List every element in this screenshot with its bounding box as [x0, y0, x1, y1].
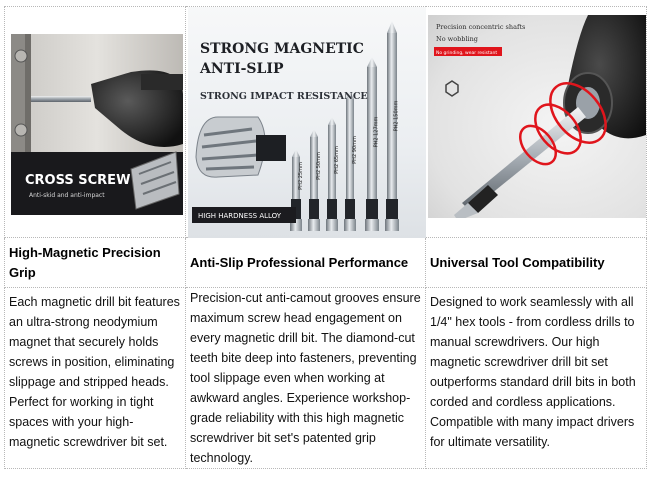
compatibility-image [428, 15, 646, 218]
image-cell-3 [426, 7, 647, 238]
feature-description: Each magnetic drill bit features an ultra-strong neodymium magnet that securely holds screws in position, eliminating slippage and stripped heads. Perfect for working in tight spaces with your high-magnetic screwdriver bit set. [9, 295, 180, 449]
description-row [5, 288, 647, 469]
bit-label: PH2 25mm [297, 162, 304, 190]
anti-slip-image [188, 7, 426, 238]
wobble-note: No wobbling [436, 35, 478, 43]
compatibility-illustration [428, 15, 646, 218]
cross-screw-title: CROSS SCREW [25, 173, 131, 188]
heading-row [5, 238, 647, 288]
hardness-badge: HIGH HARDNESS ALLOY [198, 212, 282, 220]
bit-label: PH2 150mm [393, 100, 400, 132]
bit-label: PH2 50mm [315, 152, 322, 180]
wear-note: No grinding, wear resistant [436, 51, 498, 56]
feature-description: Precision-cut anti-camout grooves ensure maximum screw head engagement on every magnetic drill bit. The diamond-cut teeth bite deep into fasteners, preventing tool slippage even when working at awkward angles. Experience workshop-grade reliability with this high magnetic screwdriver bit set's patented grip technology. [190, 291, 421, 465]
bit-label: PH2 65mm [333, 146, 340, 174]
concentric-note: Precision concentric shafts [436, 23, 526, 31]
heading-cell-2 [186, 238, 426, 288]
bit-label: PH2 90mm [351, 136, 358, 164]
feature-table [4, 6, 647, 469]
anti-slip-illustration [188, 7, 426, 238]
cross-screw-image [11, 34, 183, 215]
image-cell-1 [5, 7, 186, 238]
anti-slip-subtitle: STRONG IMPACT RESISTANCE [200, 91, 368, 102]
hex-icon [446, 81, 458, 96]
image-cell-2 [186, 7, 426, 238]
heading-cell-3 [426, 238, 647, 288]
anti-slip-title-1: STRONG MAGNETIC [200, 41, 364, 57]
feature-description: Designed to work seamlessly with all 1/4" hex tools - from cordless drills to manual screwdrivers. Our high magnetic screwdriver drill bit set outperforms standard drill bits in both corded and cordless applications. Compatible with many impact drivers for ultimate versatility. [430, 295, 636, 449]
cross-screw-illustration [11, 34, 183, 215]
anti-slip-title-2: ANTI-SLIP [200, 61, 284, 77]
feature-heading: Anti-Slip Professional Performance [190, 254, 409, 270]
bit-label: PH2 127mm [373, 116, 380, 148]
feature-heading: Universal Tool Compatibility [430, 254, 605, 270]
description-cell-1 [5, 288, 186, 469]
image-row [5, 7, 647, 238]
heading-cell-1 [5, 238, 186, 288]
feature-heading: High-Magnetic Precision Grip [9, 244, 161, 280]
description-cell-3 [426, 288, 647, 469]
cross-screw-subtitle: Anti-skid and anti-impact [29, 192, 105, 199]
description-cell-2 [186, 288, 426, 469]
